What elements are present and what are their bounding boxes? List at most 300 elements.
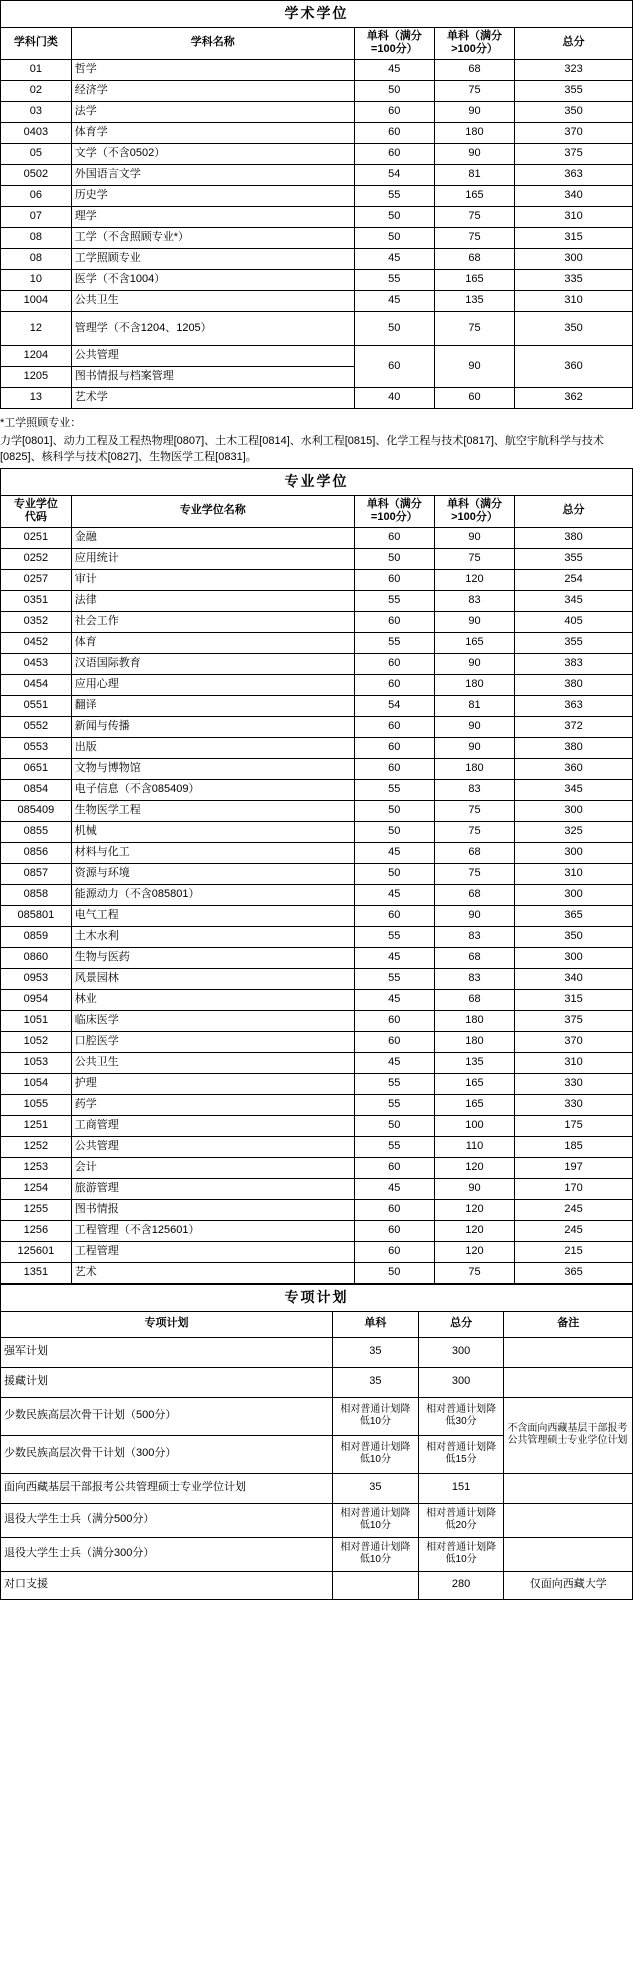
row-single-over-100: 90 [434,612,514,633]
row-total: 350 [515,102,633,123]
row-total-score: 相对普通计划降低15分 [418,1435,504,1473]
row-single-score: 35 [333,1367,419,1397]
row-single-100: 60 [354,738,434,759]
row-single-100: 50 [354,549,434,570]
row-code: 0651 [1,759,72,780]
table-row [1,1571,633,1599]
row-single-100: 54 [354,165,434,186]
row-total: 323 [515,60,633,81]
table-row [1,388,633,409]
row-total: 185 [515,1137,633,1158]
row-single-over-100: 75 [434,81,514,102]
row-single-100: 55 [354,1095,434,1116]
row-single-over-100: 120 [434,1158,514,1179]
row-total: 370 [515,123,633,144]
row-single-score: 相对普通计划降低10分 [333,1537,419,1571]
row-code: 05 [1,144,72,165]
row-name: 公共卫生 [71,291,354,312]
row-code: 0502 [1,165,72,186]
row-single-over-100: 90 [434,102,514,123]
row-total-score: 151 [418,1473,504,1503]
row-single-over-100: 180 [434,675,514,696]
row-single-100: 55 [354,1137,434,1158]
row-code: 0454 [1,675,72,696]
row-single-over-100: 90 [434,1179,514,1200]
row-name: 生物医学工程 [71,801,354,822]
row-total: 245 [515,1221,633,1242]
professional-section-title: 专业学位 [1,469,633,496]
table-row [1,1397,633,1435]
header-total: 总分 [515,27,633,60]
row-single-over-100: 75 [434,1263,514,1284]
row-code: 0858 [1,885,72,906]
row-name: 土木水利 [71,927,354,948]
row-total: 372 [515,717,633,738]
row-single-100: 60 [354,1032,434,1053]
row-single-over-100: 165 [434,186,514,207]
row-single-over-100: 75 [434,549,514,570]
row-single-100: 50 [354,1263,434,1284]
header-single-over-100-line2: >100分） [451,43,498,56]
row-single-100: 60 [354,906,434,927]
row-single-100: 45 [354,60,434,81]
row-remark [504,1503,633,1537]
table-row [1,801,633,822]
row-name: 应用统计 [71,549,354,570]
row-single-over-100: 75 [434,822,514,843]
header-single-over-100-line2: >100分） [451,511,498,524]
table-row [1,1242,633,1263]
row-single-100: 60 [354,123,434,144]
row-total: 355 [515,549,633,570]
row-total: 300 [515,843,633,864]
table-row [1,81,633,102]
row-single-score: 35 [333,1473,419,1503]
row-name: 公共管理 [71,1137,354,1158]
header-single-over-100-line1: 单科（满分 [446,29,502,42]
row-code: 1054 [1,1074,72,1095]
row-single-100: 55 [354,633,434,654]
row-single-over-100: 120 [434,570,514,591]
row-plan-name: 强军计划 [1,1337,333,1367]
row-total: 360 [515,759,633,780]
table-row [1,1503,633,1537]
row-code: 07 [1,207,72,228]
row-total: 170 [515,1179,633,1200]
table-row [1,927,633,948]
row-single-over-100: 83 [434,969,514,990]
row-total: 340 [515,186,633,207]
header-total-score: 总分 [418,1311,504,1337]
row-code: 1053 [1,1053,72,1074]
row-total-score: 相对普通计划降低10分 [418,1537,504,1571]
special-plan-table [0,1284,633,1600]
row-name: 生物与医药 [71,948,354,969]
header-professional-name: 专业学位名称 [71,495,354,528]
academic-section-title: 学术学位 [1,1,633,28]
row-single-over-100: 90 [434,738,514,759]
table-row [1,1221,633,1242]
table-row [1,591,633,612]
row-single-100: 60 [354,144,434,165]
table-row [1,270,633,291]
row-single-over-100: 68 [434,249,514,270]
row-name: 临床医学 [71,1011,354,1032]
footnote-title: *工学照顾专业： [0,417,82,429]
row-total: 310 [515,291,633,312]
professional-header-row [1,495,633,528]
row-name: 工学（不含照顾专业*） [71,228,354,249]
row-single-100: 60 [354,1221,434,1242]
table-row [1,1200,633,1221]
row-single-over-100: 120 [434,1221,514,1242]
row-single-score: 相对普通计划降低10分 [333,1435,419,1473]
row-single-over-100: 81 [434,696,514,717]
row-code: 0552 [1,717,72,738]
row-name: 林业 [71,990,354,1011]
table-row [1,1137,633,1158]
table-row [1,948,633,969]
row-name: 资源与环境 [71,864,354,885]
row-total: 340 [515,969,633,990]
row-total: 315 [515,990,633,1011]
row-code: 0855 [1,822,72,843]
row-single-100: 60 [354,346,434,388]
row-single-over-100: 165 [434,1095,514,1116]
table-row [1,990,633,1011]
row-single-100: 55 [354,1074,434,1095]
table-row [1,696,633,717]
row-single-over-100: 180 [434,1011,514,1032]
row-single-100: 55 [354,270,434,291]
row-single-over-100: 180 [434,123,514,144]
header-total: 总分 [515,495,633,528]
row-name: 金融 [71,528,354,549]
row-total: 350 [515,312,633,346]
row-single-100: 55 [354,186,434,207]
header-single-100-line2: =100分） [370,511,418,524]
row-name: 外国语言文学 [71,165,354,186]
row-total: 325 [515,822,633,843]
row-name: 审计 [71,570,354,591]
table-row [1,570,633,591]
row-name: 体育 [71,633,354,654]
row-single-100: 54 [354,696,434,717]
table-row [1,1011,633,1032]
table-row [1,654,633,675]
row-code: 1205 [1,367,72,388]
row-single-100: 45 [354,1053,434,1074]
row-total: 380 [515,528,633,549]
row-single-100: 60 [354,675,434,696]
row-single-100: 45 [354,843,434,864]
table-row [1,1074,633,1095]
row-total-score: 相对普通计划降低30分 [418,1397,504,1435]
row-single-over-100: 75 [434,864,514,885]
special-section-title: 专项计划 [1,1285,633,1312]
header-single-100-line2: =100分） [370,43,418,56]
row-code: 0953 [1,969,72,990]
row-code: 0352 [1,612,72,633]
row-single-100: 45 [354,1179,434,1200]
row-total: 383 [515,654,633,675]
row-single-over-100: 135 [434,291,514,312]
row-name: 法律 [71,591,354,612]
row-single-100: 60 [354,654,434,675]
row-name: 哲学 [71,60,354,81]
row-single-over-100: 90 [434,906,514,927]
row-single-100: 50 [354,864,434,885]
row-single-over-100: 90 [434,144,514,165]
row-name: 机械 [71,822,354,843]
row-name: 工程管理（不含125601） [71,1221,354,1242]
row-plan-name: 退役大学生士兵（满分500分） [1,1503,333,1537]
table-row [1,843,633,864]
row-single-over-100: 110 [434,1137,514,1158]
row-single-100: 50 [354,822,434,843]
row-name: 艺术学 [71,388,354,409]
table-row [1,759,633,780]
row-total: 363 [515,696,633,717]
row-code: 0854 [1,780,72,801]
row-total: 405 [515,612,633,633]
row-total: 365 [515,906,633,927]
row-single-over-100: 120 [434,1200,514,1221]
row-single-100: 45 [354,249,434,270]
row-single-score: 35 [333,1337,419,1367]
row-single-over-100: 83 [434,591,514,612]
row-name: 口腔医学 [71,1032,354,1053]
row-name: 材料与化工 [71,843,354,864]
row-single-over-100: 90 [434,654,514,675]
row-remark [504,1337,633,1367]
row-code: 10 [1,270,72,291]
table-row [1,1337,633,1367]
row-code: 0954 [1,990,72,1011]
row-code: 0453 [1,654,72,675]
row-single-100: 50 [354,228,434,249]
table-row [1,123,633,144]
academic-header-row [1,27,633,60]
row-single-over-100: 100 [434,1116,514,1137]
row-single-over-100: 75 [434,228,514,249]
table-row [1,1116,633,1137]
table-row [1,822,633,843]
row-name: 公共管理 [71,346,354,367]
row-code: 0860 [1,948,72,969]
table-row [1,885,633,906]
row-code: 0857 [1,864,72,885]
row-total-score: 300 [418,1337,504,1367]
row-name: 风景园林 [71,969,354,990]
row-single-over-100: 90 [434,717,514,738]
row-code: 1256 [1,1221,72,1242]
row-single-100: 60 [354,1200,434,1221]
row-name: 药学 [71,1095,354,1116]
row-name: 文学（不含0502） [71,144,354,165]
row-name: 体育学 [71,123,354,144]
row-code: 0251 [1,528,72,549]
row-single-100: 60 [354,717,434,738]
row-name: 工程管理 [71,1242,354,1263]
row-total: 335 [515,270,633,291]
row-code: 0452 [1,633,72,654]
row-total: 360 [515,346,633,388]
row-code: 1251 [1,1116,72,1137]
header-single-over-100-line1: 单科（满分 [446,497,502,510]
table-row [1,1053,633,1074]
table-row [1,312,633,346]
table-row [1,1095,633,1116]
academic-footnote [0,409,633,468]
header-discipline-category: 学科门类 [1,27,72,60]
row-total: 363 [515,165,633,186]
row-total: 245 [515,1200,633,1221]
row-total: 375 [515,144,633,165]
row-code: 1351 [1,1263,72,1284]
table-row [1,1179,633,1200]
row-single-100: 45 [354,990,434,1011]
row-name: 医学（不含1004） [71,270,354,291]
row-total: 375 [515,1011,633,1032]
academic-degree-table [0,0,633,409]
table-row [1,1537,633,1571]
header-professional-code [1,495,72,528]
table-row [1,1032,633,1053]
row-name: 历史学 [71,186,354,207]
table-row [1,717,633,738]
row-code: 02 [1,81,72,102]
row-name: 管理学（不含1204、1205） [71,312,354,346]
row-name: 旅游管理 [71,1179,354,1200]
row-code: 0551 [1,696,72,717]
row-code: 085409 [1,801,72,822]
row-name: 电子信息（不含085409） [71,780,354,801]
row-total: 380 [515,675,633,696]
table-row [1,228,633,249]
table-row [1,633,633,654]
row-total: 330 [515,1095,633,1116]
row-single-100: 40 [354,388,434,409]
row-total: 300 [515,801,633,822]
row-code: 0856 [1,843,72,864]
table-row [1,780,633,801]
table-row [1,906,633,927]
row-code: 0351 [1,591,72,612]
row-single-score: 相对普通计划降低10分 [333,1503,419,1537]
row-code: 0553 [1,738,72,759]
row-total: 300 [515,885,633,906]
row-total: 362 [515,388,633,409]
row-total: 310 [515,864,633,885]
row-single-100: 55 [354,969,434,990]
row-name: 法学 [71,102,354,123]
row-code: 01 [1,60,72,81]
table-row [1,186,633,207]
row-name: 图书情报与档案管理 [71,367,354,388]
row-name: 艺术 [71,1263,354,1284]
table-row [1,969,633,990]
row-single-100: 60 [354,570,434,591]
row-plan-name: 少数民族高层次骨干计划（500分） [1,1397,333,1435]
table-row [1,864,633,885]
row-single-over-100: 83 [434,780,514,801]
row-total: 310 [515,207,633,228]
row-single-over-100: 60 [434,388,514,409]
row-code: 1254 [1,1179,72,1200]
row-code: 08 [1,249,72,270]
row-total: 300 [515,249,633,270]
header-single-100 [354,27,434,60]
row-code: 0252 [1,549,72,570]
table-row [1,1473,633,1503]
header-professional-code-line1: 专业学位 [13,497,58,510]
row-single-100: 60 [354,102,434,123]
table-row [1,249,633,270]
table-row [1,528,633,549]
row-single-100: 50 [354,81,434,102]
row-name: 文物与博物馆 [71,759,354,780]
row-total: 215 [515,1242,633,1263]
row-name: 社会工作 [71,612,354,633]
header-single-100-line1: 单科（满分 [366,497,422,510]
row-single-over-100: 180 [434,1032,514,1053]
row-single-over-100: 81 [434,165,514,186]
row-name: 会计 [71,1158,354,1179]
header-single-over-100 [434,27,514,60]
row-single-over-100: 165 [434,633,514,654]
row-single-over-100: 75 [434,207,514,228]
row-single-100: 50 [354,1116,434,1137]
row-single-over-100: 180 [434,759,514,780]
row-single-100: 45 [354,291,434,312]
row-total: 315 [515,228,633,249]
row-code: 1052 [1,1032,72,1053]
row-single-over-100: 135 [434,1053,514,1074]
row-single-100: 50 [354,207,434,228]
row-single-over-100: 83 [434,927,514,948]
row-name: 电气工程 [71,906,354,927]
row-total: 254 [515,570,633,591]
row-code: 125601 [1,1242,72,1263]
row-single-100: 60 [354,1011,434,1032]
row-total: 345 [515,591,633,612]
row-name: 图书情报 [71,1200,354,1221]
row-code: 1255 [1,1200,72,1221]
row-total: 345 [515,780,633,801]
row-single-over-100: 90 [434,528,514,549]
header-single-over-100 [434,495,514,528]
row-single-100: 55 [354,591,434,612]
table-row [1,102,633,123]
row-remark [504,1473,633,1503]
row-single-over-100: 68 [434,843,514,864]
row-plan-name: 退役大学生士兵（满分300分） [1,1537,333,1571]
row-single-score: 相对普通计划降低10分 [333,1397,419,1435]
row-total: 197 [515,1158,633,1179]
row-name: 翻译 [71,696,354,717]
row-plan-name: 面向西藏基层干部报考公共管理硕士专业学位计划 [1,1473,333,1503]
row-code: 08 [1,228,72,249]
header-remark: 备注 [504,1311,633,1337]
row-remark: 不含面向西藏基层干部报考公共管理硕士专业学位计划 [504,1397,633,1473]
row-plan-name: 对口支援 [1,1571,333,1599]
row-total: 300 [515,948,633,969]
header-single-100-line1: 单科（满分 [366,29,422,42]
table-row [1,207,633,228]
table-row [1,738,633,759]
row-code: 1055 [1,1095,72,1116]
